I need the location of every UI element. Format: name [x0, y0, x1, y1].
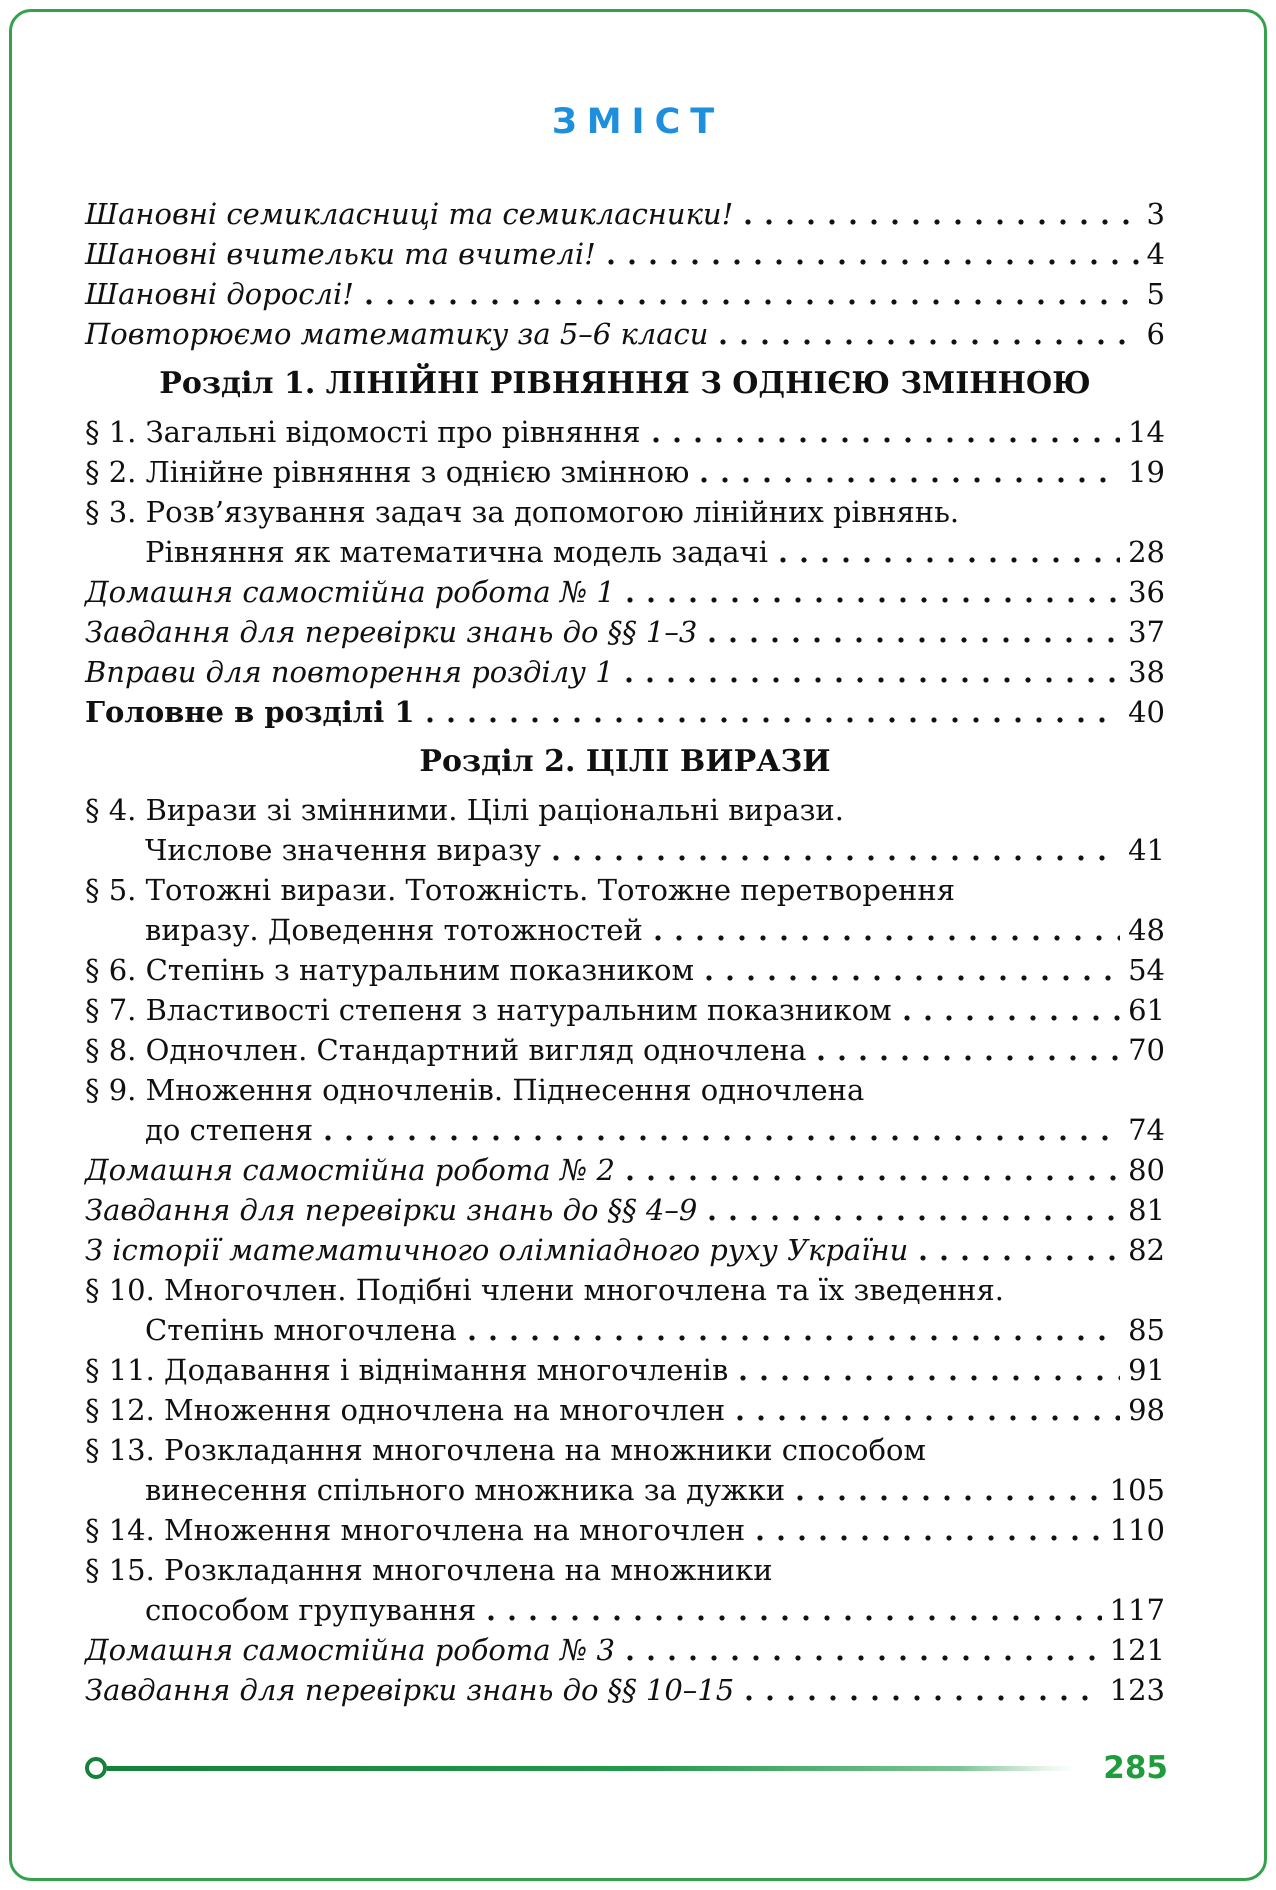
toc-entry-text: З історії математичного олімпіадного руху України	[85, 1233, 909, 1267]
dot-leader	[608, 234, 1139, 274]
toc-entry	[85, 1590, 1165, 1630]
toc-entry-text: § 9. Множення одночленів. Піднесення одночлена	[85, 1073, 865, 1107]
toc-entry-text: § 14. Множення многочлена на многочлен	[85, 1513, 746, 1547]
toc-entry-page-number: 6	[1146, 317, 1165, 351]
toc-entry-text: Рівняння як математична модель задачі	[145, 535, 768, 569]
dot-leader	[627, 1150, 1120, 1190]
toc-entry	[85, 1510, 1165, 1550]
toc-entry-page-number: 85	[1128, 1313, 1165, 1347]
toc-entry	[85, 1190, 1165, 1230]
toc-entry-text: Шановні дорослі!	[85, 277, 354, 311]
toc-entry-text: Шановні семикласниці та семикласники!	[85, 197, 734, 231]
toc-entry-text: § 10. Многочлен. Подібні члени многочлена та їх зведення.	[85, 1273, 1004, 1307]
toc-entry-text: до степеня	[145, 1113, 314, 1147]
dot-leader	[720, 314, 1138, 354]
toc-entry-page-number: 74	[1128, 1113, 1165, 1147]
toc-entry	[85, 572, 1165, 612]
toc-entry-page-number: 98	[1128, 1393, 1165, 1427]
toc-entry-page-number: 110	[1109, 1513, 1165, 1547]
toc-entry	[85, 1350, 1165, 1390]
dot-leader	[488, 1590, 1101, 1630]
toc-entry-page-number: 61	[1128, 993, 1165, 1027]
dot-leader	[701, 452, 1120, 492]
toc-entry	[85, 1150, 1165, 1190]
toc-entry-text: Шановні вчительки та вчителі!	[85, 237, 596, 271]
dot-leader	[920, 1230, 1120, 1270]
dot-leader	[746, 1670, 1101, 1710]
toc-chapter-heading: Розділ 2. ЦІЛІ ВИРАЗИ	[419, 744, 831, 779]
footer-circle-icon	[85, 1757, 107, 1779]
toc-entry-page-number: 5	[1146, 277, 1165, 311]
dot-leader	[740, 1350, 1120, 1390]
toc-entry-text: § 11. Додавання і віднімання многочленів	[85, 1353, 729, 1387]
dot-leader	[709, 1190, 1120, 1230]
toc-entry-page-number: 37	[1128, 615, 1165, 649]
page-footer	[85, 1750, 1168, 1786]
page-title: ЗМІСТ	[551, 102, 725, 142]
toc-entry-text: § 5. Тотожні вирази. Тотожність. Тотожне перетворення	[85, 873, 956, 907]
toc-entry-page-number: 121	[1109, 1633, 1165, 1667]
dot-leader	[757, 1510, 1102, 1550]
dot-leader	[469, 1310, 1120, 1350]
toc-entry	[85, 950, 1165, 990]
toc-entry-page-number: 54	[1128, 953, 1165, 987]
dot-leader	[706, 950, 1120, 990]
toc-entry-page-number: 14	[1128, 415, 1165, 449]
toc-entry-page-number: 36	[1128, 575, 1165, 609]
dot-leader	[325, 1110, 1120, 1150]
toc-entry-page-number: 4	[1146, 237, 1165, 271]
toc-entry	[85, 452, 1165, 492]
toc-entry	[85, 194, 1165, 234]
toc-entry-text: Завдання для перевірки знань до §§ 4–9	[85, 1193, 698, 1227]
toc-chapter-heading: Розділ 1. ЛІНІЙНІ РІВНЯННЯ З ОДНІЄЮ ЗМІННОЮ	[159, 366, 1091, 401]
toc-entry	[85, 830, 1165, 870]
toc-entry-page-number: 40	[1128, 695, 1165, 729]
toc-entry	[85, 1070, 1165, 1110]
toc-entry-page-number: 105	[1109, 1473, 1165, 1507]
toc-entry	[85, 314, 1165, 354]
toc-list	[85, 194, 1165, 1710]
toc-entry-page-number: 38	[1128, 655, 1165, 689]
toc-entry-text: Степінь многочлена	[145, 1313, 457, 1347]
toc-entry-text: Повторюємо математику за 5–6 класи	[85, 317, 709, 351]
toc-entry-text: способом групування	[145, 1593, 477, 1627]
toc-entry	[85, 1430, 1165, 1470]
toc-entry	[85, 274, 1165, 314]
toc-entry-text: § 4. Вирази зі змінними. Цілі раціональні вирази.	[85, 793, 844, 827]
toc-entry-text: § 1. Загальні відомості про рівняння	[85, 415, 641, 449]
toc-entry	[85, 652, 1165, 692]
toc-entry	[85, 1550, 1165, 1590]
toc-entry	[85, 692, 1165, 732]
toc-entry-text: Вправи для повторення розділу 1	[85, 655, 614, 689]
dot-leader	[737, 1390, 1120, 1430]
dot-leader	[553, 830, 1120, 870]
footer-divider-line	[107, 1766, 1075, 1771]
toc-entry-page-number: 41	[1128, 833, 1165, 867]
dot-leader	[709, 612, 1120, 652]
toc-entry-text: § 8. Одночлен. Стандартний вигляд одночлена	[85, 1033, 807, 1067]
toc-entry	[85, 492, 1165, 532]
toc-entry-text: § 12. Множення одночлена на многочлен	[85, 1393, 726, 1427]
toc-entry-page-number: 123	[1109, 1673, 1165, 1707]
toc-entry	[85, 1630, 1165, 1670]
toc-entry	[85, 1310, 1165, 1350]
dot-leader	[780, 532, 1120, 572]
dot-leader	[655, 910, 1120, 950]
dot-leader	[427, 692, 1121, 732]
toc-entry	[85, 412, 1165, 452]
toc-entry-page-number: 81	[1128, 1193, 1165, 1227]
dot-leader	[818, 1030, 1120, 1070]
toc-entry-page-number: 28	[1128, 535, 1165, 569]
toc-entry	[85, 1230, 1165, 1270]
toc-entry	[85, 1110, 1165, 1150]
dot-leader	[904, 990, 1120, 1030]
dot-leader	[366, 274, 1139, 314]
toc-entry	[85, 1470, 1165, 1510]
toc-entry-page-number: 91	[1128, 1353, 1165, 1387]
toc-entry-text: § 2. Лінійне рівняння з однією змінною	[85, 455, 690, 489]
dot-leader	[626, 652, 1120, 692]
toc-entry-page-number: 82	[1128, 1233, 1165, 1267]
toc-entry-text: Домашня самостійна робота № 1	[85, 575, 616, 609]
toc-entry-text: Завдання для перевірки знань до §§ 1–3	[85, 615, 698, 649]
toc-entry-text: виразу. Доведення тотожностей	[145, 913, 643, 947]
dot-leader	[745, 194, 1138, 234]
toc-entry	[85, 990, 1165, 1030]
toc-entry	[85, 612, 1165, 652]
toc-entry	[85, 1390, 1165, 1430]
folio-page-number: 285	[1103, 1750, 1168, 1786]
toc-entry-page-number: 70	[1128, 1033, 1165, 1067]
toc-entry-page-number: 19	[1128, 455, 1165, 489]
toc-entry-text: винесення спільного множника за дужки	[145, 1473, 786, 1507]
toc-entry-text: Домашня самостійна робота № 2	[85, 1153, 616, 1187]
toc-entry-text: § 6. Степінь з натуральним показником	[85, 953, 695, 987]
toc-entry	[85, 1030, 1165, 1070]
toc-entry-text: Головне в розділі 1	[85, 695, 415, 729]
toc-entry-text: Домашня самостійна робота № 3	[85, 1633, 616, 1667]
toc-entry-page-number: 117	[1109, 1593, 1165, 1627]
toc-entry-text: Завдання для перевірки знань до §§ 10–15	[85, 1673, 735, 1707]
toc-entry	[85, 1270, 1165, 1310]
dot-leader	[797, 1470, 1102, 1510]
toc-entry	[85, 790, 1165, 830]
toc-entry-text: § 15. Розкладання многочлена на множники	[85, 1553, 773, 1587]
toc-entry-text: § 13. Розкладання многочлена на множники способом	[85, 1433, 926, 1467]
dot-leader	[627, 572, 1120, 612]
toc-entry	[85, 234, 1165, 274]
dot-leader	[653, 412, 1121, 452]
toc-entry	[85, 870, 1165, 910]
toc-entry	[85, 1670, 1165, 1710]
toc-entry-text: § 7. Властивості степеня з натуральним показником	[85, 993, 892, 1027]
toc-entry-text: § 3. Розв’язування задач за допомогою лінійних рівнянь.	[85, 495, 960, 529]
toc-entry-page-number: 3	[1146, 197, 1165, 231]
toc-entry	[85, 910, 1165, 950]
dot-leader	[627, 1630, 1102, 1670]
toc-entry-text: Числове значення виразу	[145, 833, 541, 867]
toc-entry	[85, 532, 1165, 572]
toc-entry-page-number: 48	[1128, 913, 1165, 947]
toc-entry-page-number: 80	[1128, 1153, 1165, 1187]
